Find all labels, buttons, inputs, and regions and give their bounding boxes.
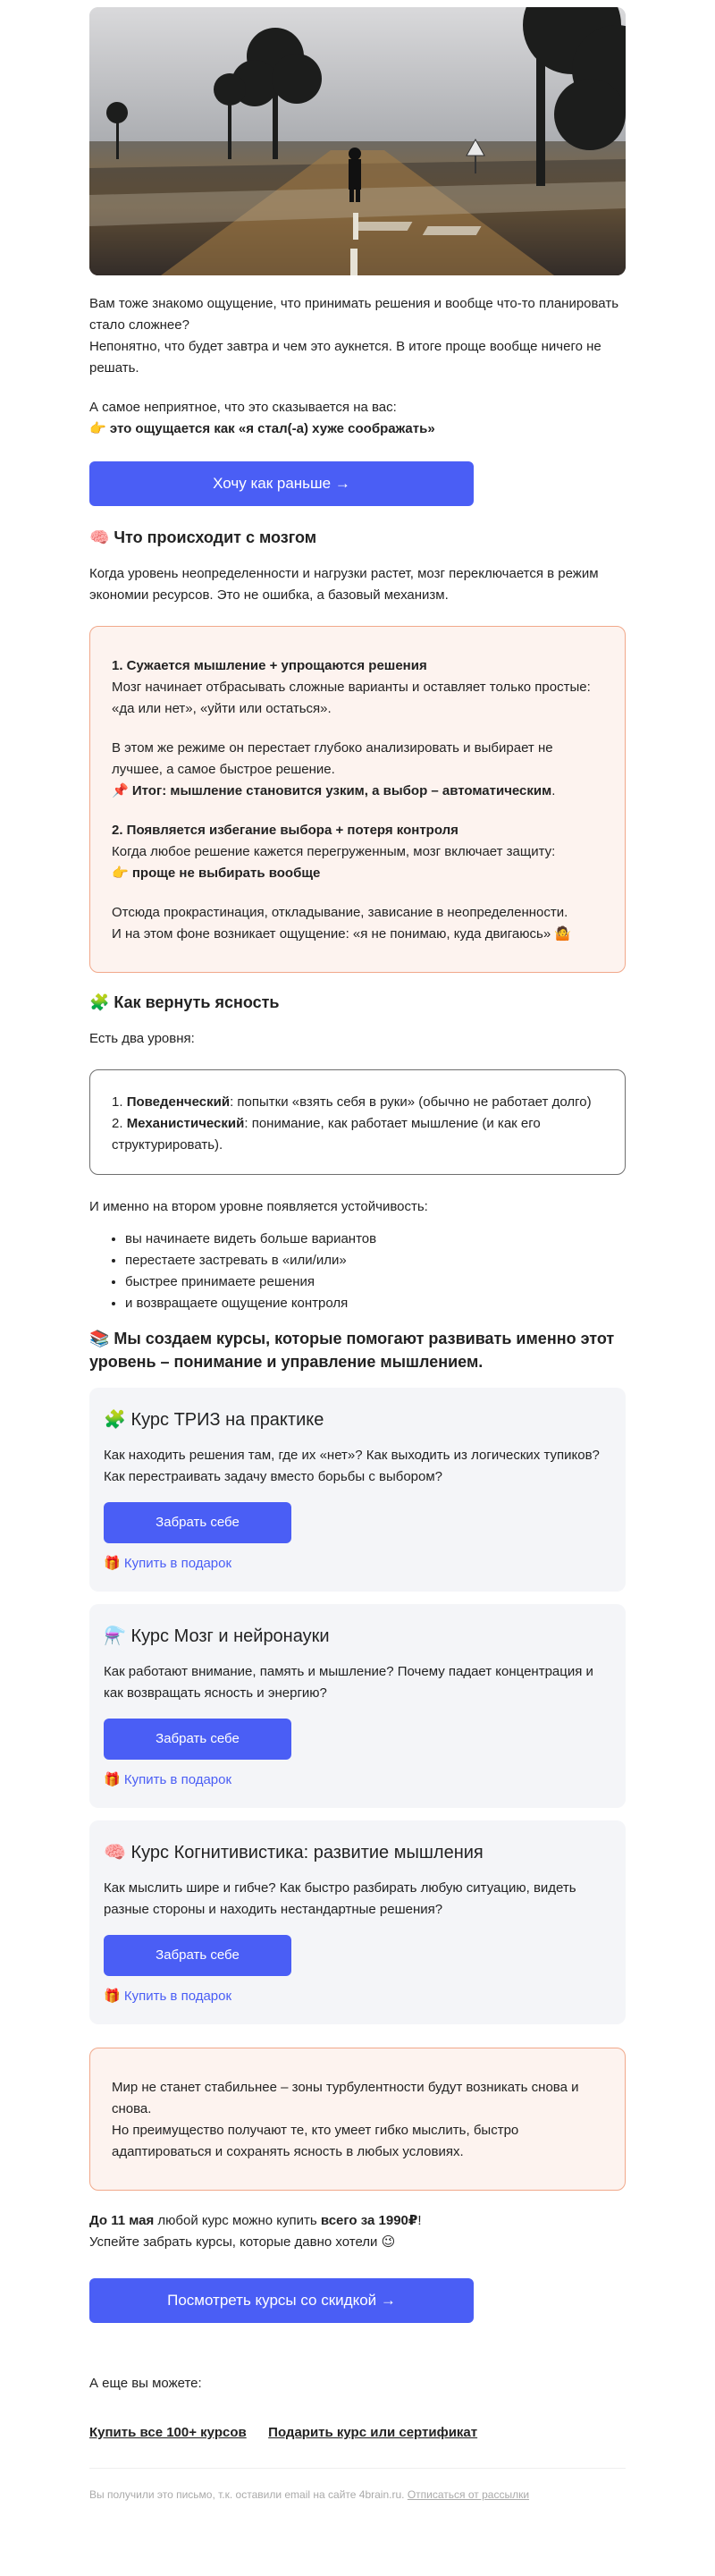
list-item: • быстрее принимаете решения bbox=[125, 1271, 626, 1293]
benefits-list bbox=[89, 1229, 626, 1314]
brain-section-title: 🧠 Что происходит с мозгом bbox=[89, 528, 317, 546]
effect-1-text: Мозг начинает отбрасывать сложные варианты и оставляет только простые: «да или нет», «уйти или остаться». bbox=[112, 680, 591, 716]
list-item: • и возвращаете ощущение контроля bbox=[125, 1293, 626, 1314]
turbulence-callout bbox=[89, 2048, 626, 2191]
more-options-text: А еще вы можете: bbox=[89, 2376, 202, 2391]
course-title: 🧩 Курс ТРИЗ на практике bbox=[104, 1410, 324, 1430]
list-item: • вы начинаете видеть больше вариантов bbox=[125, 1229, 626, 1250]
level-2-name: Механистический bbox=[126, 1116, 245, 1131]
effect-2-text: Когда любое решение кажется перегруженным, мозг включает защиту: bbox=[112, 844, 556, 859]
effect-2-summary bbox=[112, 863, 603, 884]
effect-1-heading: 1. Сужается мышление + упрощаются решения bbox=[112, 658, 427, 673]
second-level-text: И именно на втором уровне появляется устойчивость: bbox=[89, 1199, 428, 1214]
courses-section-title: 📚 Мы создаем курсы, которые помогают развивать именно этот уровень – понимание и управление мышлением. bbox=[89, 1330, 615, 1371]
effect-1-text-2: В этом же режиме он перестает глубоко анализировать и выбирает не лучшее, а самое быстрое решение. bbox=[112, 740, 553, 777]
course-card-triz bbox=[89, 1388, 626, 1592]
effect-2-consequence: Отсюда прокрастинация, откладывание, зависание в неопределенности. И на этом фоне возникает ощущение: «я не понимаю, куда двигаюсь» 🤷 bbox=[112, 905, 572, 942]
brain-section-text: Когда уровень неопределенности и нагрузки растет, мозг переключается в режим экономии ресурсов. Это не ошибка, а базовый механизм. bbox=[89, 566, 599, 603]
buy-as-gift-link[interactable]: 🎁 Купить в подарок bbox=[104, 1989, 232, 2004]
clarity-section-title: 🧩 Как вернуть ясность bbox=[89, 993, 280, 1011]
effect-2-heading: 2. Появляется избегание выбора + потеря контроля bbox=[112, 823, 458, 838]
get-course-button[interactable]: Забрать себе bbox=[104, 1719, 291, 1760]
intro-text: Непонятно, что будет завтра и чем это аукнется. В итоге проще вообще ничего не решать. bbox=[89, 339, 601, 376]
course-card-brain bbox=[89, 1604, 626, 1808]
offer-text: До 11 мая любой курс можно купить всего за 1990₽! Успейте забрать курсы, которые давно хотели 😉 bbox=[89, 2213, 422, 2250]
extra-links bbox=[89, 2425, 626, 2441]
level-2: 2. Механистический: понимание, как работает мышление (и как его структурировать). bbox=[112, 1116, 541, 1153]
level-1: 1. Поведенческий: попытки «взять себя в руки» (обычно не работает долго) bbox=[112, 1094, 592, 1110]
intro-text: Вам тоже знакомо ощущение, что принимать решения и вообще что-то планировать стало сложнее? bbox=[89, 296, 619, 333]
get-course-button[interactable]: Забрать себе bbox=[104, 1935, 291, 1976]
clarity-section-text: Есть два уровня: bbox=[89, 1031, 195, 1046]
buy-all-courses-link[interactable]: Купить все 100+ курсов bbox=[89, 2425, 247, 2440]
course-description: Как мыслить шире и гибче? Как быстро разбирать любую ситуацию, видеть разные стороны и находить нестандартные решения? bbox=[104, 1880, 576, 1917]
intro-paragraph-1 bbox=[89, 293, 626, 379]
brain-effects-callout bbox=[89, 626, 626, 973]
footer-text: Вы получили это письмо, т.к. оставили email на сайте bbox=[89, 2488, 359, 2501]
pointing-hand-icon: 👉 bbox=[112, 866, 129, 881]
intro-paragraph-2 bbox=[89, 397, 626, 440]
list-item: • перестаете застревать в «или/или» bbox=[125, 1250, 626, 1271]
callout-text: Мир не станет стабильнее – зоны турбулентности будут возникать снова и снова. bbox=[112, 2080, 579, 2116]
effect-1-summary: 📌 Итог: мышление становится узким, а выбор – автоматическим. bbox=[112, 783, 556, 798]
level-1-name: Поведенческий bbox=[126, 1094, 231, 1110]
view-discounted-courses-button[interactable]: Посмотреть курсы со скидкой → bbox=[89, 2278, 474, 2323]
unsubscribe-link[interactable]: Отписаться от рассылки bbox=[407, 2488, 530, 2501]
course-description: Как работают внимание, память и мышление? Почему падает концентрация и как возвращать ясность и энергию? bbox=[104, 1664, 593, 1701]
gift-certificate-link[interactable]: Подарить курс или сертификат bbox=[268, 2425, 478, 2440]
intro-highlight: это ощущается как «я стал(-а) хуже соображать» bbox=[109, 421, 435, 436]
pushpin-icon: 📌 bbox=[112, 783, 129, 798]
site-link[interactable]: 4brain.ru bbox=[358, 2488, 402, 2501]
effect-1-summary-bold: Итог: мышление становится узким, а выбор – автоматическим bbox=[131, 783, 552, 798]
intro-text: А самое неприятное, что это сказывается на вас: bbox=[89, 400, 397, 415]
email-footer: Вы получили это письмо, т.к. оставили email на сайте 4brain.ru. Отписаться от рассылки bbox=[89, 2468, 626, 2501]
get-course-button[interactable]: Забрать себе bbox=[104, 1502, 291, 1543]
offer-deadline: До 11 мая bbox=[89, 2213, 155, 2228]
levels-box bbox=[89, 1069, 626, 1175]
hero-image bbox=[89, 7, 626, 275]
offer-price: всего за 1990₽ bbox=[320, 2213, 418, 2228]
course-title: 🧠 Курс Когнитивистика: развитие мышления bbox=[104, 1843, 484, 1862]
email-body bbox=[89, 0, 626, 2501]
road-landscape-illustration bbox=[89, 7, 626, 275]
offer-subtext: Успейте забрать курсы, которые давно хотели 😉 bbox=[89, 2234, 396, 2250]
course-description: Как находить решения там, где их «нет»? Как выходить из логических тупиков? Как перестраивать задачу вместо борьбы с выбором? bbox=[104, 1448, 600, 1484]
buy-as-gift-link[interactable]: 🎁 Купить в подарок bbox=[104, 1772, 232, 1787]
course-card-cognitive bbox=[89, 1820, 626, 2024]
callout-text: Но преимущество получают те, кто умеет гибко мыслить, быстро адаптироваться и сохранять ясность в любых условиях. bbox=[112, 2123, 519, 2159]
course-title: ⚗️ Курс Мозг и нейронауки bbox=[104, 1626, 330, 1646]
buy-as-gift-link[interactable]: 🎁 Купить в подарок bbox=[104, 1556, 232, 1571]
want-like-before-button[interactable]: Хочу как раньше → bbox=[89, 461, 474, 506]
pointing-hand-icon: 👉 bbox=[89, 421, 106, 436]
effect-2-summary-bold: проще не выбирать вообще bbox=[131, 866, 321, 881]
